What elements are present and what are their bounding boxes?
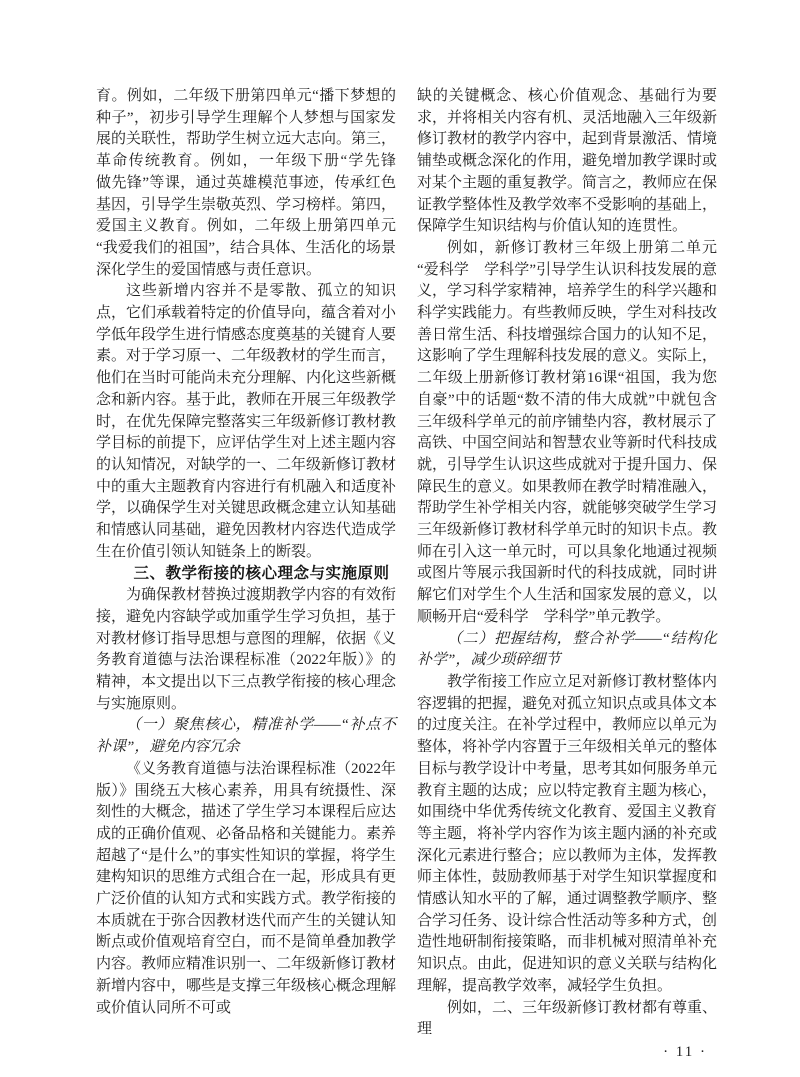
- section-heading-three: 三、教学衔接的核心理念与实施原则: [133, 565, 390, 583]
- paragraph-structural-integration: 教学衔接工作应立足对新修订教材整体内容逻辑的把握，避免对孤立知识点或具体文本的过度关注。在补学过程中，教师应以单元为整体，将补学内容置于三年级相关单元的整体目标与教学设计中考量，思考其如何服务单元教育主题的达成；应以特定教育主题为核心，如围绕中华优秀传统文化教育、爱国主义教育等主题，将补学内容作为该主题内涵的补充或深化元素进行整合；应以教师为主体，发挥教师主体性，鼓励教师基于对学生知识掌握度和情感认知水平的了解，通过调整教学顺序、整合学习任务、设计综合性活动等多种方式，创造性地研制衔接策略，而非机械对照清单补充知识点。由此，促进知识的意义关联与结构化理解，提高教学效率，减轻学生负担。: [417, 673, 718, 994]
- paragraph-key-concepts-continuation: 缺的关键概念、核心价值观念、基础行为要求，并将相关内容有机、灵活地融入三年级新修订教材的教学内容中，起到背景激活、情境铺垫或概念深化的作用，避免增加教学课时或对某个主题的重复教学。简言之，教师应在保证教学整体性及教学效率不受影响的基础上，保障学生知识结构与价值认知的连贯性。: [417, 88, 718, 235]
- paragraph-example-science-unit: 例如，新修订教材三年级上册第二单元“爱科学 学科学”引导学生认识科技发展的意义，学习科学家精神，培养学生的科学兴趣和科学实践能力。有些教师反映，学生对科技改善日常生活、科技增强综合国力的认知不足，这影响了学生理解科技发展的意义。实际上，二年级上册新修订教材第16课“祖国，我为您自豪”中的话题“数不清的伟大成就”中就包含三年级科学单元的前序铺垫内容，教材展示了高铁、中国空间站和智慧农业等新时代科技成就，引导学生认识这些成就对于提升国力、保障民生的意义。如果教师在教学时精准融入，帮助学生补学相关内容，就能够突破学生学习三年级新修订教材科学单元时的知识卡点。教师在引入这一单元时，可以具象化地通过视频或图片等展示我国新时代的科技成就，同时讲解它们对学生个人生活和国家发展的意义，以顺畅开启“爱科学 学科学”单元教学。: [417, 239, 718, 625]
- right-column: [417, 86, 717, 1064]
- journal-page-body: [96, 86, 718, 1064]
- page-number: · 11 ·: [663, 1043, 707, 1060]
- paragraph-curriculum-standard: 《义务教育道德与法治课程标准（2022年版）》围绕五大核心素养，用具有统摄性、深刻性的大概念，描述了学生学习本课程后应达成的正确价值观、必备品格和关键能力。素养超越了“是什么”的事实性知识的掌握，将学生建构知识的思维方式组合在一起，形成具有更广泛价值的认知方式和实践方式。教学衔接的本质就在于弥合因教材迭代而产生的关键认知断点或价值观培育空白，而不是简单叠加教学内容。教师应精准识别一、二年级新修订教材新增内容中，哪些是支撑三年级核心概念理解或价值认同所不可或: [96, 760, 397, 1016]
- paragraph-ensure-transition: 为确保教材替换过渡期教学内容的有效衔接，避免内容缺学或加重学生学习负担，基于对教材修订指导思想与意图的理解，依据《义务教育道德与法治课程标准（2022年版）》的精神，本文提出以下三点教学衔接的核心理念与实施原则。: [96, 587, 397, 712]
- paragraph-example-respect-start: 例如，二、三年级新修订教材都有尊重、理: [417, 999, 718, 1038]
- subheading-two-grasp-structure: （二）把握结构，整合补学——“结构化补学”，减少琐碎细节: [417, 630, 717, 669]
- left-column: [96, 86, 412, 1064]
- paragraph-new-content-value: 这些新增内容并不是零散、孤立的知识点，它们承载着特定的价值导向，蕴含着对小学低年段学生进行情感态度奠基的关键育人要素。对于学习原一、二年级教材的学生而言，他们在当时可能尚未充分理解、内化这些新概念和新内容。基于此，教师在开展三年级教学时，在优先保障完整落实三年级新修订教材教学目标的前提下，应评估学生对上述主题内容的认知情况，对缺学的一、二年级新修订教材中的重大主题教育内容进行有机融入和适度补学，以确保学生对关键思政概念建立认知基础和情感认同基础，避免因教材内容迭代造成学生在价值引领认知链条上的断裂。: [96, 283, 397, 560]
- subheading-one-focus-core: （一）聚焦核心，精准补学——“补点不补课”，避免内容冗余: [96, 717, 396, 756]
- paragraph-theme-education-continuation: 育。例如，二年级下册第四单元“播下梦想的种子”，初步引导学生理解个人梦想与国家发展的关联性，帮助学生树立远大志向。第三，革命传统教育。例如，一年级下册“学先锋 做先锋”等课，通过英雄模范事迹，传承红色基因，引导学生崇敬英烈、学习榜样。第四，爱国主义教育。例如，二年级上册第四单元“我爱我们的祖国”，结合具体、生活化的场景深化学生的爱国情感与责任意识。: [96, 88, 412, 278]
